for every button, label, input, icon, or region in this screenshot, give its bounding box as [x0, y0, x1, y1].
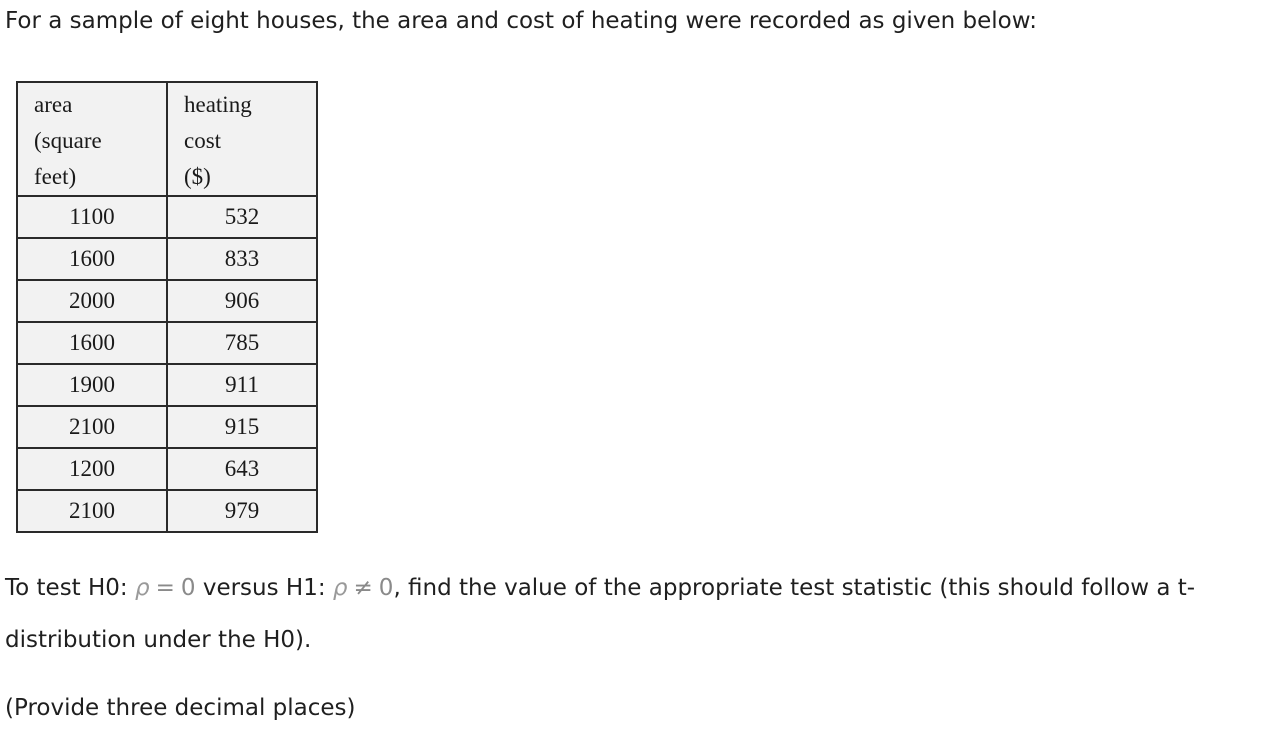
header-line: heating	[184, 92, 252, 117]
header-line: ($)	[184, 164, 211, 189]
header-line: feet)	[34, 164, 77, 189]
zero-value: 0	[180, 575, 196, 601]
cost-cell: 911	[167, 364, 317, 406]
area-cell: 1900	[17, 364, 167, 406]
table-row	[17, 364, 317, 406]
cost-cell: 643	[167, 448, 317, 490]
table-row	[17, 406, 317, 448]
area-cell: 1200	[17, 448, 167, 490]
header-heating-cost	[167, 82, 317, 196]
header-line: cost	[184, 128, 222, 153]
precision-note: (Provide three decimal places)	[5, 695, 356, 721]
table-row	[17, 448, 317, 490]
table-header-row	[17, 82, 317, 196]
table-row	[17, 322, 317, 364]
cost-cell: 532	[167, 196, 317, 238]
rho-symbol: ρ	[332, 575, 348, 601]
cost-cell: 785	[167, 322, 317, 364]
table-row	[17, 238, 317, 280]
cost-cell: 979	[167, 490, 317, 532]
area-cell: 2100	[17, 490, 167, 532]
question-suffix: , find the value of the appropriate test statistic (this should follow a t-distribution under the H0).	[5, 575, 1196, 653]
header-line: (square	[34, 128, 102, 153]
area-cell: 1600	[17, 322, 167, 364]
header-line: area	[34, 92, 73, 117]
data-table	[16, 81, 318, 533]
rho-symbol: ρ	[135, 575, 150, 601]
cost-cell: 906	[167, 280, 317, 322]
table-row	[17, 280, 317, 322]
intro-text: For a sample of eight houses, the area and cost of heating were recorded as given below:	[5, 8, 1037, 34]
cost-cell: 833	[167, 238, 317, 280]
question-versus: versus H1:	[195, 575, 333, 601]
area-cell: 1100	[17, 196, 167, 238]
question-prefix: To test H0:	[5, 575, 135, 601]
area-cell: 2000	[17, 280, 167, 322]
header-area	[17, 82, 167, 196]
equals-symbol: =	[155, 575, 175, 601]
not-equal-symbol: ≠	[353, 575, 373, 601]
table-row	[17, 490, 317, 532]
cost-cell: 915	[167, 406, 317, 448]
zero-value: 0	[378, 575, 394, 601]
area-cell: 1600	[17, 238, 167, 280]
area-cell: 2100	[17, 406, 167, 448]
table-row	[17, 196, 317, 238]
question-text	[5, 562, 1275, 666]
